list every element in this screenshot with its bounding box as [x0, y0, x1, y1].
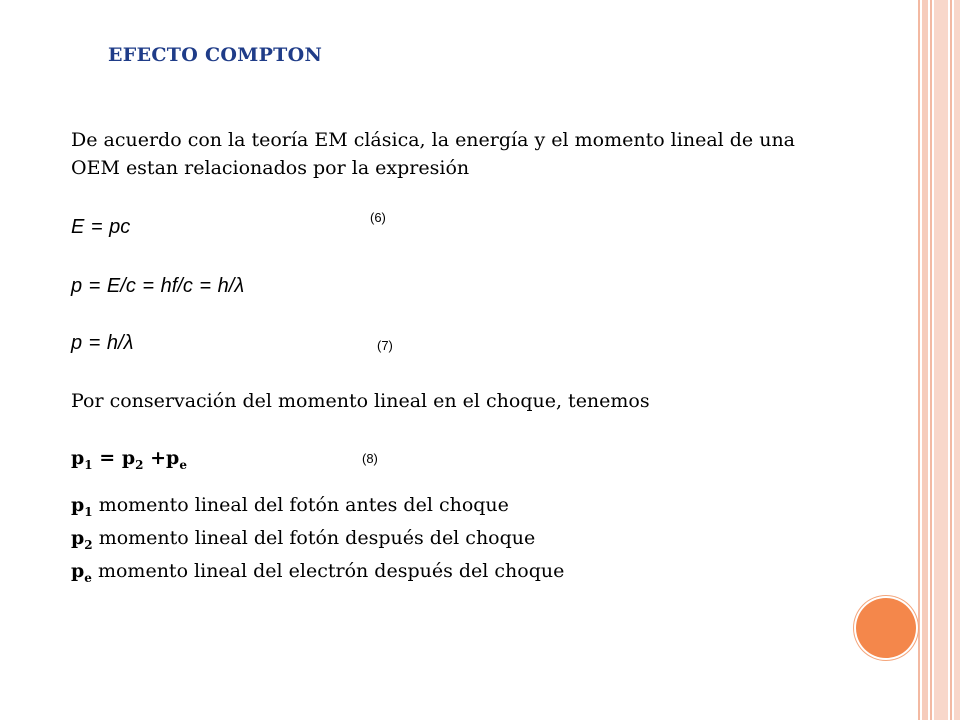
decor-stripe	[918, 0, 920, 720]
eq8-p1: p	[71, 447, 85, 469]
eq8-sub1: 1	[84, 457, 93, 472]
decor-orange-circle	[856, 598, 916, 658]
def-symbol: p	[71, 559, 85, 582]
intro-paragraph	[71, 126, 911, 182]
definition-p2	[71, 525, 564, 558]
def-subscript: e	[84, 570, 92, 585]
eq8-p2: p	[121, 447, 136, 469]
def-subscript: 1	[84, 504, 93, 519]
definitions-list	[71, 492, 564, 590]
equation-6: E = pc	[71, 216, 131, 238]
eq8-pe: p	[166, 447, 180, 469]
definition-pe	[71, 558, 564, 591]
decor-stripe	[922, 0, 928, 720]
eq8-plus: +	[143, 447, 167, 469]
equation-7-number: (7)	[377, 338, 393, 353]
intro-line-1: De acuerdo con la teoría EM clásica, la energía y el momento lineal de una	[71, 129, 796, 151]
def-symbol: p	[71, 494, 85, 516]
slide-title: EFECTO COMPTON	[108, 44, 323, 66]
equation-6-number: (6)	[370, 210, 386, 225]
eq8-sub2: 2	[135, 457, 144, 472]
eq8-equals: =	[92, 447, 122, 469]
conservation-text: Por conservación del momento lineal en el choque, tenemos	[71, 390, 650, 412]
decor-stripe	[950, 0, 952, 720]
def-symbol: p	[71, 526, 85, 549]
decor-stripe	[930, 0, 932, 720]
decor-stripe	[934, 0, 948, 720]
def-text: momento lineal del fotón antes del choque	[92, 494, 509, 516]
def-text: momento lineal del electrón después del choque	[91, 559, 565, 582]
definition-p1	[71, 492, 564, 525]
eq8-sube: e	[179, 457, 187, 472]
intro-line-2: OEM estan relacionados por la expresión	[71, 157, 470, 179]
equation-8-number: (8)	[362, 451, 378, 466]
def-text: momento lineal del fotón después del choque	[92, 526, 536, 549]
equation-derivation: p = E/c = hf/c = h/λ	[71, 275, 245, 297]
equation-7: p = h/λ	[71, 332, 134, 354]
equation-8	[71, 447, 187, 472]
def-subscript: 2	[84, 537, 93, 552]
decor-stripe	[954, 0, 960, 720]
